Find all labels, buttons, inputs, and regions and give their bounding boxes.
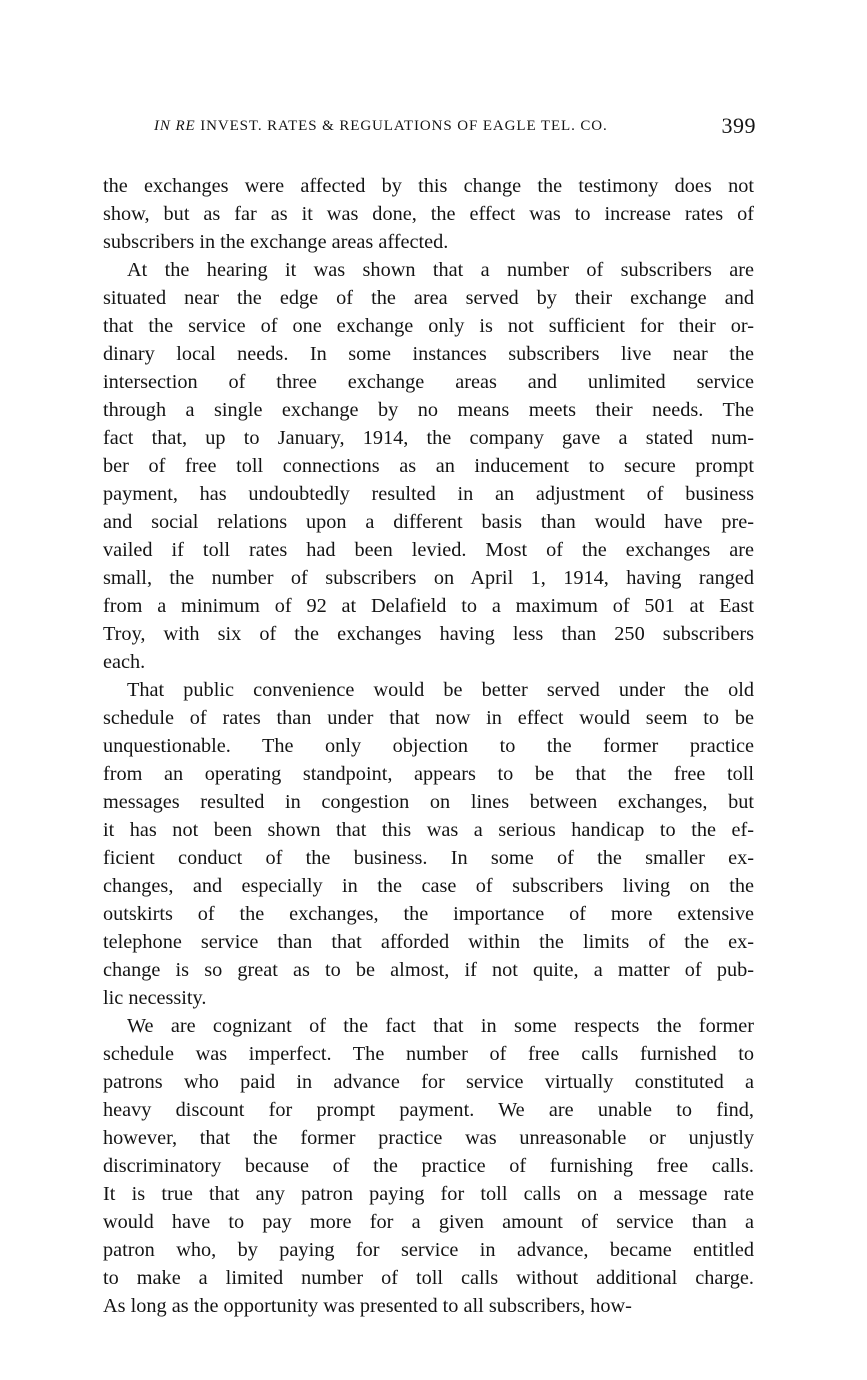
paragraph	[103, 676, 754, 1012]
text-line: discriminatory because of the practice of furnishing free calls.	[103, 1155, 754, 1177]
text-line: messages resulted in congestion on lines between exchanges, but	[103, 791, 754, 813]
text-line: each.	[103, 651, 146, 673]
text-line: That public convenience would be better served under the old	[127, 679, 754, 701]
text-line: change is so great as to be almost, if not quite, a matter of pub-	[103, 959, 754, 981]
text-line: dinary local needs. In some instances subscribers live near the	[103, 343, 754, 365]
text-line: it has not been shown that this was a serious handicap to the ef-	[103, 819, 754, 841]
text-line: At the hearing it was shown that a number of subscribers are	[127, 259, 754, 281]
text-line: ber of free toll connections as an inducement to secure prompt	[103, 455, 754, 477]
text-line: however, that the former practice was unreasonable or unjustly	[103, 1127, 754, 1149]
text-line: payment, has undoubtedly resulted in an adjustment of business	[103, 483, 754, 505]
running-head-text: INVEST. RATES & REGULATIONS OF EAGLE TEL. CO.	[200, 118, 608, 134]
text-line: unquestionable. The only objection to the former practice	[103, 735, 754, 757]
text-line: would have to pay more for a given amount of service than a	[103, 1211, 754, 1233]
text-line: from a minimum of 92 at Delafield to a maximum of 501 at East	[103, 595, 754, 617]
text-line: schedule of rates than under that now in effect would seem to be	[103, 707, 754, 729]
text-line: and social relations upon a different basis than would have pre-	[103, 511, 754, 533]
text-line: intersection of three exchange areas and unlimited service	[103, 371, 754, 393]
page-number: 399	[721, 113, 756, 138]
paragraph	[103, 1012, 754, 1320]
running-head-prefix: IN RE	[154, 118, 196, 134]
text-line: subscribers in the exchange areas affected.	[103, 231, 449, 253]
text-line: patron who, by paying for service in advance, became entitled	[103, 1239, 754, 1261]
text-line: from an operating standpoint, appears to be that the free toll	[103, 763, 754, 785]
text-line: changes, and especially in the case of subscribers living on the	[103, 875, 754, 897]
text-line: through a single exchange by no means meets their needs. The	[103, 399, 754, 421]
text-line: telephone service than that afforded within the limits of the ex-	[103, 931, 754, 953]
text-line: heavy discount for prompt payment. We are unable to find,	[103, 1099, 754, 1121]
body-text	[103, 172, 754, 1320]
text-line: outskirts of the exchanges, the importance of more extensive	[103, 903, 754, 925]
running-head	[150, 114, 756, 144]
text-line: lic necessity.	[103, 987, 207, 1009]
text-line: small, the number of subscribers on April 1, 1914, having ranged	[103, 567, 754, 589]
text-line: patrons who paid in advance for service virtually constituted a	[103, 1071, 754, 1093]
text-line: that the service of one exchange only is not sufficient for their or-	[103, 315, 754, 337]
text-line: situated near the edge of the area served by their exchange and	[103, 287, 754, 309]
text-line: As long as the opportunity was presented to all subscribers, how-	[103, 1295, 632, 1317]
text-line: to make a limited number of toll calls without additional charge.	[103, 1267, 754, 1289]
paragraph	[103, 172, 754, 256]
text-line: show, but as far as it was done, the effect was to increase rates of	[103, 203, 754, 225]
text-line: vailed if toll rates had been levied. Most of the exchanges are	[103, 539, 754, 561]
running-head-title	[154, 118, 608, 135]
text-line: It is true that any patron paying for toll calls on a message rate	[103, 1183, 754, 1205]
text-line: ficient conduct of the business. In some of the smaller ex-	[103, 847, 754, 869]
text-line: Troy, with six of the exchanges having less than 250 subscribers	[103, 623, 754, 645]
text-line: fact that, up to January, 1914, the company gave a stated num-	[103, 427, 754, 449]
paragraph	[103, 256, 754, 676]
text-line: schedule was imperfect. The number of free calls furnished to	[103, 1043, 754, 1065]
text-line: We are cognizant of the fact that in some respects the former	[127, 1015, 754, 1037]
text-line: the exchanges were affected by this change the testimony does not	[103, 175, 754, 197]
